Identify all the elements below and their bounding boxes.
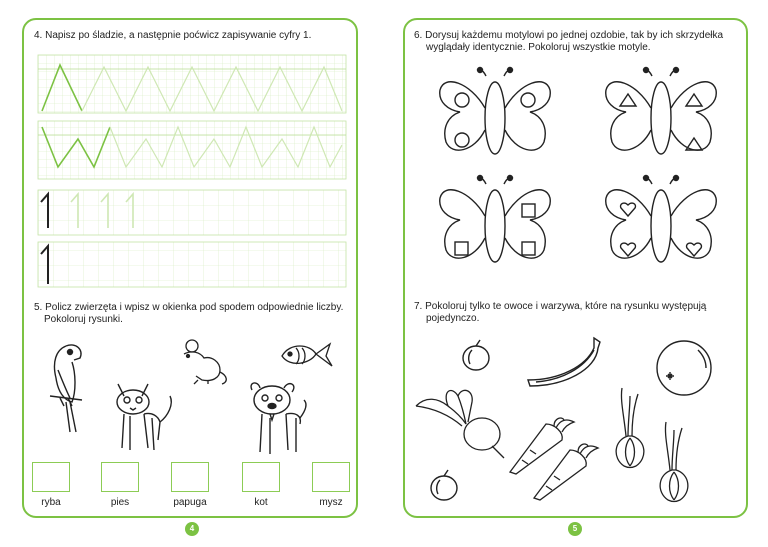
answer-label-mysz: mysz [319,497,343,508]
orange-icon [654,338,714,398]
plum-icon [458,338,494,374]
butterfly-triangles-icon [604,66,719,162]
answer-box-ryba[interactable] [32,462,70,492]
carrot-icon-2 [530,440,602,504]
zigzag-tracing-grid [38,55,346,180]
dog-icon [244,378,314,458]
cat-icon [108,378,178,453]
onion-icon-2 [654,420,694,506]
plum-icon-2 [426,468,462,504]
butterfly-hearts-icon [604,174,719,270]
task5-instruction-line2: Pokoloruj rysunki. [44,314,123,325]
banana-icon [524,334,610,394]
task5-instruction-line1: 5. Policz zwierzęta i wpisz w okienka pod spodem odpowiednie liczby. [34,302,344,313]
task7-instruction-line1: 7. Pokoloruj tylko te owoce i warzywa, które na rysunku występują [414,301,707,312]
answer-label-papuga: papuga [173,497,207,508]
answer-label-kot: kot [254,497,268,508]
answer-label-pies: pies [110,497,130,508]
answer-box-papuga[interactable] [171,462,209,492]
task7-instruction-line2: pojedynczo. [426,313,480,324]
mouse-icon [178,336,233,386]
butterfly-circles-icon [438,66,553,162]
answer-box-mysz[interactable] [312,462,350,492]
onion-icon [610,386,650,472]
answer-label-ryba: ryba [41,497,61,508]
answer-box-pies[interactable] [101,462,139,492]
task4-instruction: 4. Napisz po śladzie, a następnie poćwicz zapisywanie cyfry 1. [34,30,312,41]
beet-icon [412,382,507,462]
butterfly-squares-icon [438,174,553,270]
task6-instruction-line2: wyglądały identycznie. Pokoloruj wszystkie motyle. [426,42,651,53]
page-number-left: 4 [185,522,199,536]
task6-instruction-line1: 6. Dorysuj każdemu motylowi po jednej ozdobie, tak by ich skrzydełka [414,30,724,41]
parrot-icon [42,340,90,435]
fish-icon [278,338,334,372]
page-number-right: 5 [568,522,582,536]
digit-one-writing-grid [38,190,346,288]
answer-box-kot[interactable] [242,462,280,492]
